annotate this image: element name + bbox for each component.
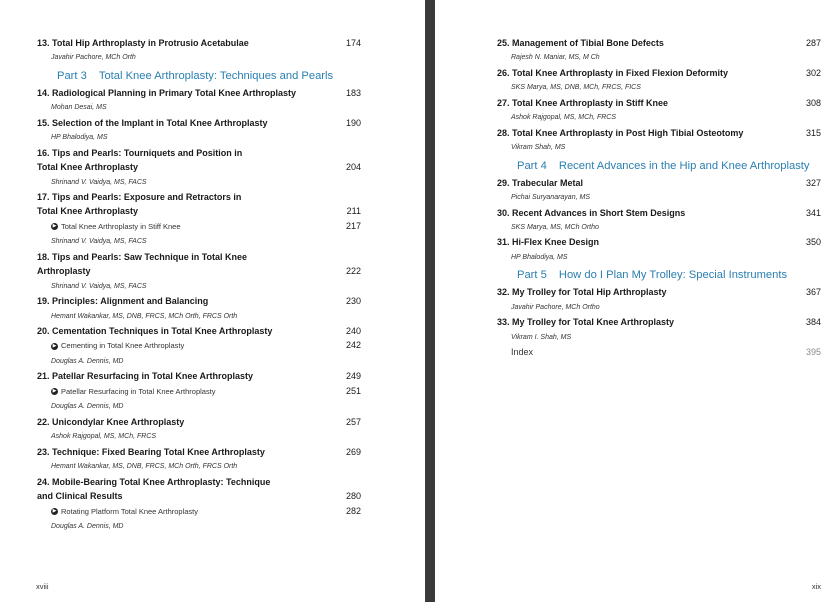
chapter-title[interactable]: 32. My Trolley for Total Hip Arthroplasty <box>497 287 667 298</box>
video-entry[interactable] <box>37 219 365 235</box>
chapter-title[interactable]: 14. Radiological Planning in Primary Total Knee Arthroplasty <box>37 87 297 98</box>
chapter-author: Pichai Suryanarayan, MS <box>511 194 590 202</box>
chapter-author: Hemant Wakankar, MS, DNB, FRCS, MCh Orth, FRCS Orth <box>51 312 238 320</box>
chapter-page-number: 240 <box>345 326 361 337</box>
chapter-title[interactable]: 20. Cementation Techniques in Total Knee Arthroplasty <box>37 326 273 337</box>
chapter-page-number: 211 <box>346 206 361 217</box>
index-page-number: 395 <box>805 347 821 358</box>
chapter-title-line: 17. Tips and Pearls: Exposure and Retractors in <box>37 192 242 203</box>
chapter-page-number: 249 <box>345 371 361 382</box>
toc-chapter-row[interactable] <box>497 36 825 50</box>
chapter-author: Douglas A. Dennis, MD <box>51 523 124 530</box>
play-video-icon: ▶ <box>52 342 57 349</box>
toc-chapter-row[interactable] <box>37 445 365 459</box>
toc-chapter-row[interactable] <box>37 250 365 279</box>
chapter-author: Vikram I. Shah, MS <box>511 333 572 341</box>
toc-chapter-row[interactable] <box>37 415 365 429</box>
toc-chapter-row[interactable] <box>497 315 825 329</box>
left-toc <box>37 36 365 535</box>
chapter-title[interactable]: 28. Total Knee Arthroplasty in Post High Tibial Osteotomy <box>497 127 744 138</box>
part-heading <box>37 66 365 86</box>
chapter-author: Shrinand V. Vaidya, MS, FACS <box>51 282 147 290</box>
chapter-author: SKS Marya, MS, DNB, MCh, FRCS, FICS <box>511 84 641 92</box>
chapter-title[interactable]: 30. Recent Advances in Short Stem Designs <box>497 207 686 218</box>
toc-chapter-row[interactable] <box>497 285 825 299</box>
part-heading <box>497 265 825 285</box>
chapter-author: Douglas A. Dennis, MD <box>51 357 124 365</box>
chapter-page-number: 190 <box>345 117 361 128</box>
chapter-page-number: 287 <box>805 38 821 48</box>
video-entry-label: Rotating Platform Total Knee Arthroplasty <box>61 506 199 516</box>
chapter-author: Vikram Shah, MS <box>511 144 566 152</box>
chapter-page-number: 204 <box>345 162 361 173</box>
video-entry[interactable] <box>37 384 365 400</box>
toc-chapter-row[interactable] <box>497 235 825 249</box>
index-entry[interactable] <box>497 345 825 359</box>
chapter-title[interactable]: 13. Total Hip Arthroplasty in Protrusio Acetabulae <box>37 38 249 48</box>
video-entry-label: Cementing in Total Knee Arthroplasty <box>61 341 185 351</box>
chapter-title[interactable] <box>37 250 365 279</box>
chapter-title[interactable] <box>37 475 365 504</box>
play-video-icon: ▶ <box>52 223 57 230</box>
toc-chapter-row[interactable] <box>37 190 365 219</box>
chapter-title[interactable] <box>37 190 365 219</box>
chapter-author: Ashok Rajgopal, MS, MCh, FRCS <box>51 433 157 441</box>
chapter-title[interactable]: 23. Technique: Fixed Bearing Total Knee Arthroplasty <box>37 446 265 457</box>
part-title: How do I Plan My Trolley: Special Instruments <box>558 269 788 282</box>
chapter-page-number: 257 <box>345 416 361 427</box>
right-toc <box>497 36 825 360</box>
play-video-icon: ▶ <box>52 508 57 515</box>
video-entry-label: Total Knee Arthroplasty in Stiff Knee <box>61 221 181 231</box>
chapter-title[interactable]: 15. Selection of the Implant in Total Knee Arthroplasty <box>37 117 268 128</box>
part-title: Total Knee Arthroplasty: Techniques and Pearls <box>98 69 334 82</box>
chapter-title-line: and Clinical Results <box>37 491 123 502</box>
toc-chapter-row[interactable] <box>37 116 365 130</box>
part-number: Part 4 <box>517 159 547 172</box>
chapter-title[interactable]: 22. Unicondylar Knee Arthroplasty <box>37 416 185 427</box>
chapter-title-line: 18. Tips and Pearls: Saw Technique in Total Knee <box>37 251 248 262</box>
chapter-title[interactable]: 33. My Trolley for Total Knee Arthroplasty <box>497 317 675 328</box>
toc-chapter-row[interactable] <box>37 324 365 338</box>
part-title: Recent Advances in the Hip and Knee Arthroplasty <box>558 159 810 172</box>
chapter-author: Shrinand V. Vaidya, MS, FACS <box>51 178 147 186</box>
chapter-title[interactable]: 27. Total Knee Arthroplasty in Stiff Knee <box>497 97 669 108</box>
part-heading <box>497 156 825 176</box>
page-number-right: xix <box>811 582 821 591</box>
toc-chapter-row[interactable] <box>497 206 825 220</box>
chapter-page-number: 384 <box>805 317 821 328</box>
toc-chapter-row[interactable] <box>37 369 365 383</box>
index-label: Index <box>511 347 534 358</box>
chapter-title-line: Total Knee Arthroplasty <box>37 206 139 217</box>
video-entry-label: Patellar Resurfacing in Total Knee Arthroplasty <box>61 386 216 396</box>
chapter-author: Javahir Pachore, MCh Ortho <box>511 303 600 311</box>
toc-chapter-row[interactable] <box>37 146 365 175</box>
chapter-page-number: 222 <box>345 266 361 277</box>
toc-chapter-row[interactable] <box>37 36 365 50</box>
chapter-title[interactable]: 26. Total Knee Arthroplasty in Fixed Flexion Deformity <box>497 67 729 78</box>
video-entry-page-number: 251 <box>345 385 361 396</box>
chapter-author: Javahir Pachore, MCh Orth <box>51 54 136 62</box>
toc-chapter-row[interactable] <box>37 86 365 100</box>
part-number: Part 5 <box>517 269 547 282</box>
chapter-page-number: 327 <box>805 177 821 188</box>
chapter-author: Hemant Wakankar, MS, DNB, FRCS, MCh Orth, FRCS Orth <box>51 463 238 471</box>
toc-chapter-row[interactable] <box>497 126 825 140</box>
chapter-page-number: 350 <box>805 237 821 248</box>
chapter-author: Rajesh N. Maniar, MS, M Ch <box>511 54 600 62</box>
chapter-title[interactable] <box>37 146 365 175</box>
video-entry[interactable] <box>37 338 365 354</box>
chapter-page-number: 367 <box>805 287 821 298</box>
chapter-page-number: 280 <box>345 491 361 502</box>
chapter-author: Douglas A. Dennis, MD <box>51 403 124 411</box>
chapter-page-number: 308 <box>805 97 821 108</box>
chapter-author: HP Bhalodiya, MS <box>51 134 108 142</box>
chapter-title-line: Arthroplasty <box>37 266 91 277</box>
chapter-title-line: 16. Tips and Pearls: Tourniquets and Position in <box>37 147 243 158</box>
chapter-title[interactable]: 31. Hi-Flex Knee Design <box>497 237 600 248</box>
play-video-icon: ▶ <box>52 388 57 395</box>
chapter-author: HP Bhalodiya, MS <box>511 253 568 261</box>
right-page <box>435 0 839 602</box>
chapter-title[interactable]: 19. Principles: Alignment and Balancing <box>37 296 209 307</box>
chapter-author: SKS Marya, MS, MCh Ortho <box>511 223 599 231</box>
page-number-left: xviii <box>36 582 49 591</box>
chapter-page-number: 174 <box>345 38 361 48</box>
toc-chapter-row[interactable] <box>497 176 825 190</box>
chapter-author: Ashok Rajgopal, MS, MCh, FRCS <box>511 114 617 122</box>
video-entry-page-number: 217 <box>345 220 361 231</box>
toc-chapter-row[interactable] <box>497 96 825 110</box>
toc-chapter-row[interactable] <box>37 475 365 504</box>
chapter-page-number: 341 <box>805 207 821 218</box>
chapter-author: Mohan Desai, MS <box>51 104 107 112</box>
video-entry[interactable] <box>37 504 365 520</box>
video-entry-page-number: 282 <box>345 505 361 516</box>
chapter-title[interactable]: 25. Management of Tibial Bone Defects <box>497 38 664 48</box>
chapter-title-line: 24. Mobile-Bearing Total Knee Arthroplasty: Technique <box>37 476 271 487</box>
chapter-page-number: 183 <box>345 87 361 98</box>
chapter-author: Shrinand V. Vaidya, MS, FACS <box>51 238 147 246</box>
video-entry-page-number: 242 <box>345 340 361 351</box>
chapter-title[interactable]: 29. Trabecular Metal <box>497 177 584 188</box>
chapter-title-line: Total Knee Arthroplasty <box>37 162 139 173</box>
part-number: Part 3 <box>57 69 87 82</box>
chapter-page-number: 302 <box>805 67 821 78</box>
toc-chapter-row[interactable] <box>497 66 825 80</box>
page-gutter <box>425 0 435 602</box>
chapter-title[interactable]: 21. Patellar Resurfacing in Total Knee Arthroplasty <box>37 371 254 382</box>
chapter-page-number: 269 <box>345 446 361 457</box>
chapter-page-number: 230 <box>345 296 361 307</box>
chapter-page-number: 315 <box>805 127 821 138</box>
toc-chapter-row[interactable] <box>37 294 365 308</box>
